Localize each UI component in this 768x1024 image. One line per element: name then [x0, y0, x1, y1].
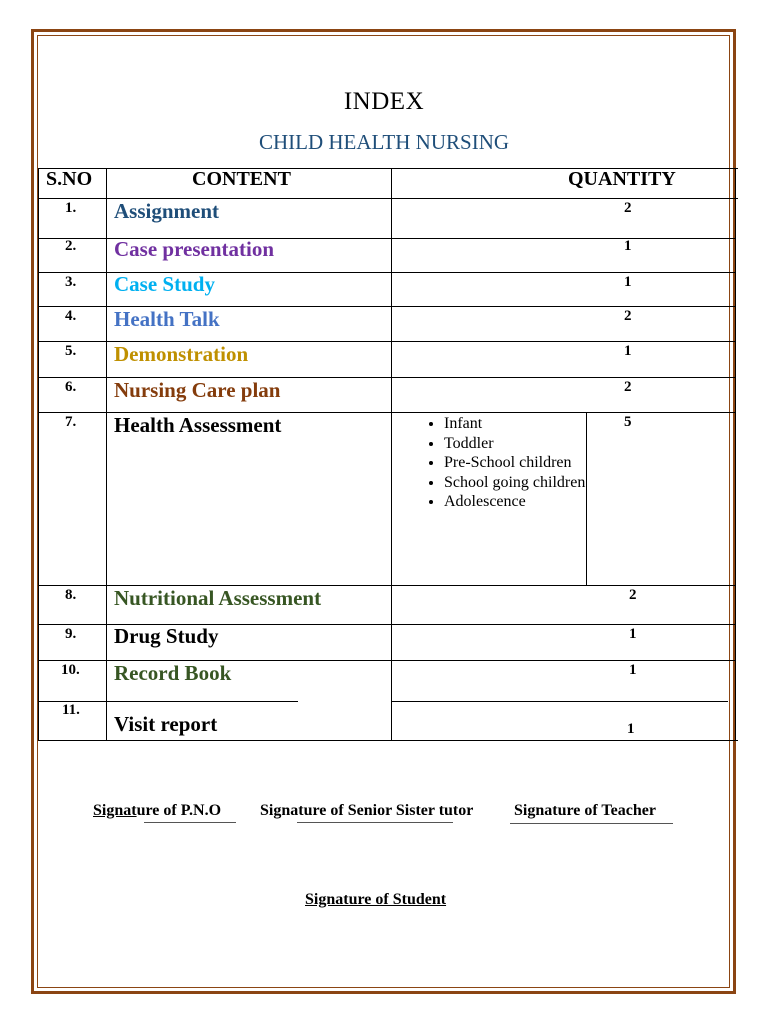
signature-senior-suffix: tutor	[434, 802, 474, 819]
row-sno: 8.	[65, 587, 77, 603]
row-content: Health Assessment	[114, 413, 282, 437]
row-content: Record Book	[114, 661, 232, 685]
row-content: Nursing Care plan	[114, 378, 281, 402]
header-quantity: QUANTITY	[568, 168, 676, 190]
list-item: • Toddler	[444, 434, 614, 454]
table-rule	[106, 168, 107, 740]
list-item: • Pre-School children	[444, 453, 614, 473]
row-sno: 4.	[65, 308, 77, 324]
row-sno: 3.	[65, 274, 77, 290]
age-group-list	[406, 414, 614, 512]
page-subtitle: CHILD HEALTH NURSING	[258, 130, 510, 154]
table-rule	[38, 168, 39, 740]
row-quantity: 2	[624, 200, 632, 216]
signature-senior-sister-tutor	[260, 802, 473, 820]
row-quantity: 2	[624, 308, 632, 324]
page-title: INDEX	[343, 88, 425, 115]
list-item: • Infant	[444, 414, 614, 434]
row-quantity: 2	[624, 379, 632, 395]
table-rule	[391, 168, 392, 740]
row-quantity: 1	[624, 238, 632, 254]
signature-line	[144, 822, 236, 823]
row-quantity: 1	[627, 721, 635, 737]
signature-line	[510, 823, 673, 824]
row-content: Drug Study	[114, 624, 219, 648]
table-rule	[38, 740, 738, 741]
row-quantity: 5	[624, 414, 632, 430]
row-sno: 10.	[61, 662, 80, 678]
list-item: • School going children	[444, 473, 614, 493]
signature-pno	[93, 802, 221, 820]
row-sno: 5.	[65, 343, 77, 359]
row-sno: 7.	[65, 414, 77, 430]
row-content: Nutritional Assessment	[114, 586, 322, 610]
signature-senior-label: ure of Senior Sister	[303, 802, 435, 819]
signature-student: Signature of Student	[305, 891, 447, 908]
signature-pno-label: ure of P.N.O	[136, 802, 222, 819]
row-quantity: 1	[624, 343, 632, 359]
row-sno: 2.	[65, 238, 77, 254]
row-sno: 9.	[65, 626, 77, 642]
signature-pno-prefix: Signat	[93, 802, 137, 819]
row-quantity: 1	[629, 662, 637, 678]
row-sno: 11.	[62, 702, 80, 718]
list-item: • Adolescence	[444, 492, 614, 512]
signature-teacher: Signature of Teacher	[514, 802, 656, 819]
row-content: Case presentation	[114, 237, 275, 261]
header-sno: S.NO	[46, 168, 93, 190]
row-sno: 6.	[65, 379, 77, 395]
row-quantity: 2	[629, 587, 637, 603]
signature-senior-prefix: Signat	[260, 802, 304, 819]
row-content: Demonstration	[114, 342, 249, 366]
row-sno: 1.	[65, 200, 77, 216]
signature-line	[297, 822, 453, 823]
table-rule	[735, 168, 736, 740]
row-quantity: 1	[629, 626, 637, 642]
row-content: Health Talk	[114, 307, 220, 331]
row-content: Visit report	[114, 712, 218, 736]
header-content: CONTENT	[192, 168, 291, 190]
row-quantity: 1	[624, 274, 632, 290]
row-content: Case Study	[114, 272, 215, 296]
table-rule	[391, 701, 728, 702]
row-content: Assignment	[114, 199, 220, 223]
